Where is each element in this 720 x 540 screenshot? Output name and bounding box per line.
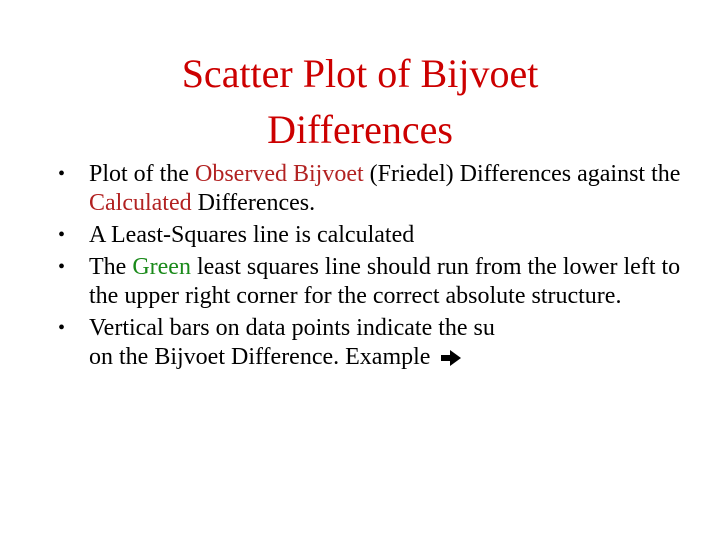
bullet-1-text-c: Differences. <box>191 190 316 216</box>
bullet-item-4 <box>58 314 688 372</box>
bullet-3-highlight-green: Green <box>132 254 191 280</box>
bullet-marker: • <box>58 256 66 278</box>
bullet-3-text-a: The <box>89 254 133 280</box>
right-arrow-icon <box>440 349 462 367</box>
bullet-marker: • <box>58 224 66 246</box>
bullet-marker: • <box>58 317 66 339</box>
title-line-1: Scatter Plot of Bijvoet <box>181 51 539 96</box>
bullet-4-line-2: on the Bijvoet Difference. Example <box>89 344 431 370</box>
bullet-marker: • <box>58 163 66 185</box>
title-line-2: Differences <box>267 107 453 152</box>
bullet-1-highlight-calculated: Calculated <box>89 190 192 216</box>
bullet-list <box>58 160 688 375</box>
bullet-1-highlight-observed: Observed Bijvoet <box>195 161 364 187</box>
bullet-2-text: A Least-Squares line is calculated <box>89 222 415 248</box>
slide-title <box>60 46 660 158</box>
bullet-1-text-b: (Friedel) Differences against the <box>363 161 681 187</box>
bullet-4-line-1: Vertical bars on data points indicate the su <box>89 315 495 341</box>
bullet-item-3 <box>58 253 688 311</box>
bullet-1-text-a: Plot of the <box>89 161 195 187</box>
bullet-3-text-b: least squares line should run from the lower left to the upper right corner for the correct absolute structure. <box>89 254 681 309</box>
bullet-item-2 <box>58 221 688 250</box>
bullet-item-1 <box>58 160 688 218</box>
